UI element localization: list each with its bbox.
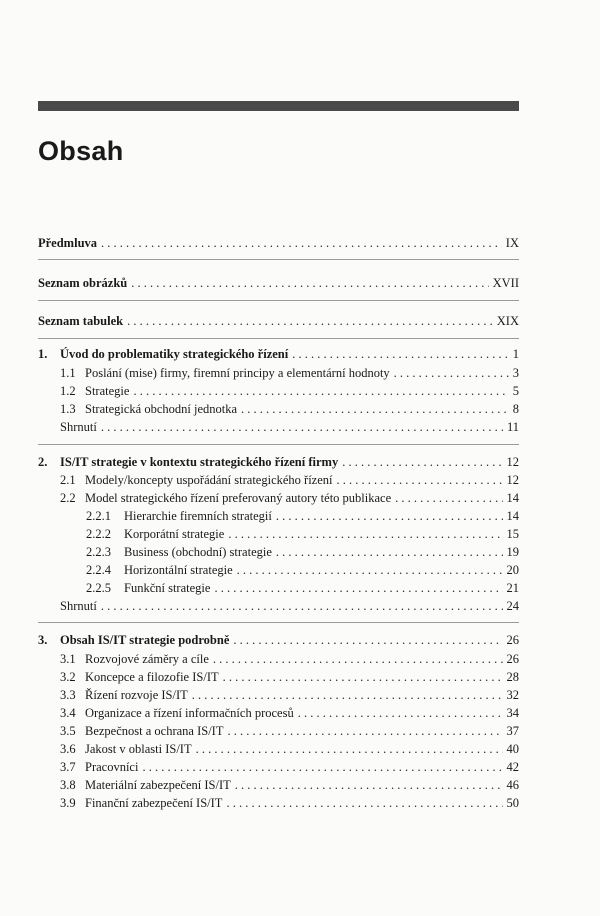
entry-page: 40	[506, 742, 519, 756]
dot-leader	[131, 274, 488, 292]
toc-item-3-5	[60, 722, 519, 740]
toc-item-3-8	[60, 776, 519, 794]
entry-number: 1.	[38, 347, 48, 361]
dot-leader	[223, 668, 503, 686]
page-title: Obsah	[38, 136, 124, 166]
entry-number: 3.2	[60, 670, 76, 684]
toc-item-1-1	[60, 364, 519, 382]
entry-page: 15	[506, 527, 519, 541]
toc-item-3-2	[60, 668, 519, 686]
dot-leader	[292, 345, 509, 363]
toc-subitem-2-2-2	[86, 525, 519, 543]
entry-label: Funkční strategie	[124, 581, 211, 595]
entry-label: Strategická obchodní jednotka	[85, 402, 238, 416]
entry-page: 8	[512, 402, 519, 416]
toc-item-2-1	[60, 471, 519, 489]
header-bar	[38, 101, 519, 111]
entry-number: 3.	[38, 633, 48, 647]
toc-subitem-2-2-3	[86, 543, 519, 561]
entry-label: Jakost v oblasti IS/IT	[85, 742, 192, 756]
entry-number: 2.2.2	[86, 527, 111, 541]
dot-leader	[101, 418, 503, 436]
entry-number: 2.2.3	[86, 545, 111, 559]
entry-number: 1.2	[60, 384, 76, 398]
toc-item-3-4	[60, 704, 519, 722]
entry-page: 28	[506, 670, 519, 684]
entry-page: 37	[506, 724, 519, 738]
divider	[38, 444, 519, 445]
dot-leader	[127, 312, 493, 330]
entry-number: 2.1	[60, 473, 76, 487]
entry-number: 2.2.1	[86, 509, 111, 523]
entry-number: 2.2.5	[86, 581, 111, 595]
dot-leader	[192, 686, 503, 704]
entry-page: 1	[512, 347, 519, 361]
entry-page: 12	[506, 455, 519, 469]
entry-page: 5	[512, 384, 519, 398]
entry-label: Shrnutí	[60, 420, 97, 434]
toc-item-3-7	[60, 758, 519, 776]
entry-page: XVII	[492, 276, 519, 290]
dot-leader	[196, 740, 503, 758]
toc-entry-figures	[38, 274, 519, 292]
toc-item-3-9	[60, 794, 519, 812]
entry-number: 3.4	[60, 706, 76, 720]
entry-page: 46	[506, 778, 519, 792]
entry-label: Bezpečnost a ochrana IS/IT	[85, 724, 224, 738]
entry-page: 42	[506, 760, 519, 774]
entry-number: 3.3	[60, 688, 76, 702]
divider	[38, 300, 519, 301]
entry-page: 50	[506, 796, 519, 810]
entry-label: Seznam obrázků	[38, 276, 128, 290]
toc-chapter-2	[38, 453, 519, 471]
entry-label: Obsah IS/IT strategie podrobně	[60, 633, 230, 647]
toc-summary-2	[60, 597, 519, 615]
toc-subitem-2-2-1	[86, 507, 519, 525]
dot-leader	[276, 543, 503, 561]
entry-label: Modely/koncepty uspořádání strategického řízení	[85, 473, 333, 487]
entry-page: 14	[506, 509, 519, 523]
entry-number: 1.1	[60, 366, 76, 380]
dot-leader	[101, 597, 503, 615]
entry-label: IS/IT strategie v kontextu strategického řízení firmy	[60, 455, 339, 469]
entry-label: Koncepce a filozofie IS/IT	[85, 670, 219, 684]
entry-page: 26	[506, 633, 519, 647]
entry-page: 32	[506, 688, 519, 702]
entry-number: 2.	[38, 455, 48, 469]
entry-label: Předmluva	[38, 236, 98, 250]
toc-summary-1	[60, 418, 519, 436]
entry-number: 2.2	[60, 491, 76, 505]
entry-label: Finanční zabezpečení IS/IT	[85, 796, 223, 810]
dot-leader	[235, 776, 503, 794]
toc-entry-preface	[38, 234, 519, 252]
divider	[38, 622, 519, 623]
entry-label: Materiální zabezpečení IS/IT	[85, 778, 231, 792]
entry-page: 19	[506, 545, 519, 559]
toc-item-1-3	[60, 400, 519, 418]
toc-chapter-3	[38, 631, 519, 649]
entry-number: 3.5	[60, 724, 76, 738]
entry-label: Strategie	[85, 384, 130, 398]
entry-page: 14	[506, 491, 519, 505]
dot-leader	[241, 400, 509, 418]
dot-leader	[395, 489, 502, 507]
entry-page: XIX	[496, 314, 519, 328]
dot-leader	[214, 579, 502, 597]
dot-leader	[342, 453, 502, 471]
entry-label: Rozvojové záměry a cíle	[85, 652, 209, 666]
entry-label: Business (obchodní) strategie	[124, 545, 272, 559]
entry-label: Model strategického řízení preferovaný autory této publikace	[85, 491, 392, 505]
dot-leader	[298, 704, 503, 722]
entry-page: 3	[512, 366, 519, 380]
entry-page: 24	[506, 599, 519, 613]
entry-number: 2.2.4	[86, 563, 111, 577]
entry-number: 3.1	[60, 652, 76, 666]
entry-label: Poslání (mise) firmy, firemní principy a elementární hodnoty	[85, 366, 390, 380]
dot-leader	[101, 234, 502, 252]
entry-number: 3.8	[60, 778, 76, 792]
dot-leader	[337, 471, 503, 489]
entry-page: 34	[506, 706, 519, 720]
entry-page: 21	[506, 581, 519, 595]
divider	[38, 259, 519, 260]
entry-number: 3.7	[60, 760, 76, 774]
dot-leader	[133, 382, 508, 400]
entry-label: Seznam tabulek	[38, 314, 124, 328]
entry-page: IX	[505, 236, 519, 250]
dot-leader	[142, 758, 502, 776]
entry-label: Shrnutí	[60, 599, 97, 613]
toc-subitem-2-2-5	[86, 579, 519, 597]
entry-label: Řízení rozvoje IS/IT	[85, 688, 188, 702]
dot-leader	[237, 561, 503, 579]
toc-entry-tables	[38, 312, 519, 330]
toc-chapter-1	[38, 345, 519, 363]
dot-leader	[394, 364, 509, 382]
toc-item-3-6	[60, 740, 519, 758]
entry-number: 3.9	[60, 796, 76, 810]
entry-label: Pracovníci	[85, 760, 139, 774]
entry-number: 3.6	[60, 742, 76, 756]
entry-label: Úvod do problematiky strategického řízení	[60, 347, 289, 361]
dot-leader	[226, 794, 502, 812]
toc-item-3-3	[60, 686, 519, 704]
entry-label: Hierarchie firemních strategií	[124, 509, 272, 523]
dot-leader	[228, 525, 502, 543]
entry-page: 11	[506, 420, 519, 434]
entry-page: 26	[506, 652, 519, 666]
dot-leader	[227, 722, 502, 740]
entry-number: 1.3	[60, 402, 76, 416]
entry-label: Organizace a řízení informačních procesů	[85, 706, 294, 720]
entry-label: Horizontální strategie	[124, 563, 233, 577]
divider	[38, 338, 519, 339]
dot-leader	[213, 650, 503, 668]
toc-item-1-2	[60, 382, 519, 400]
dot-leader	[233, 631, 502, 649]
entry-page: 12	[506, 473, 519, 487]
entry-label: Korporátní strategie	[124, 527, 225, 541]
toc-item-3-1	[60, 650, 519, 668]
toc-subitem-2-2-4	[86, 561, 519, 579]
toc-item-2-2	[60, 489, 519, 507]
dot-leader	[276, 507, 503, 525]
entry-page: 20	[506, 563, 519, 577]
